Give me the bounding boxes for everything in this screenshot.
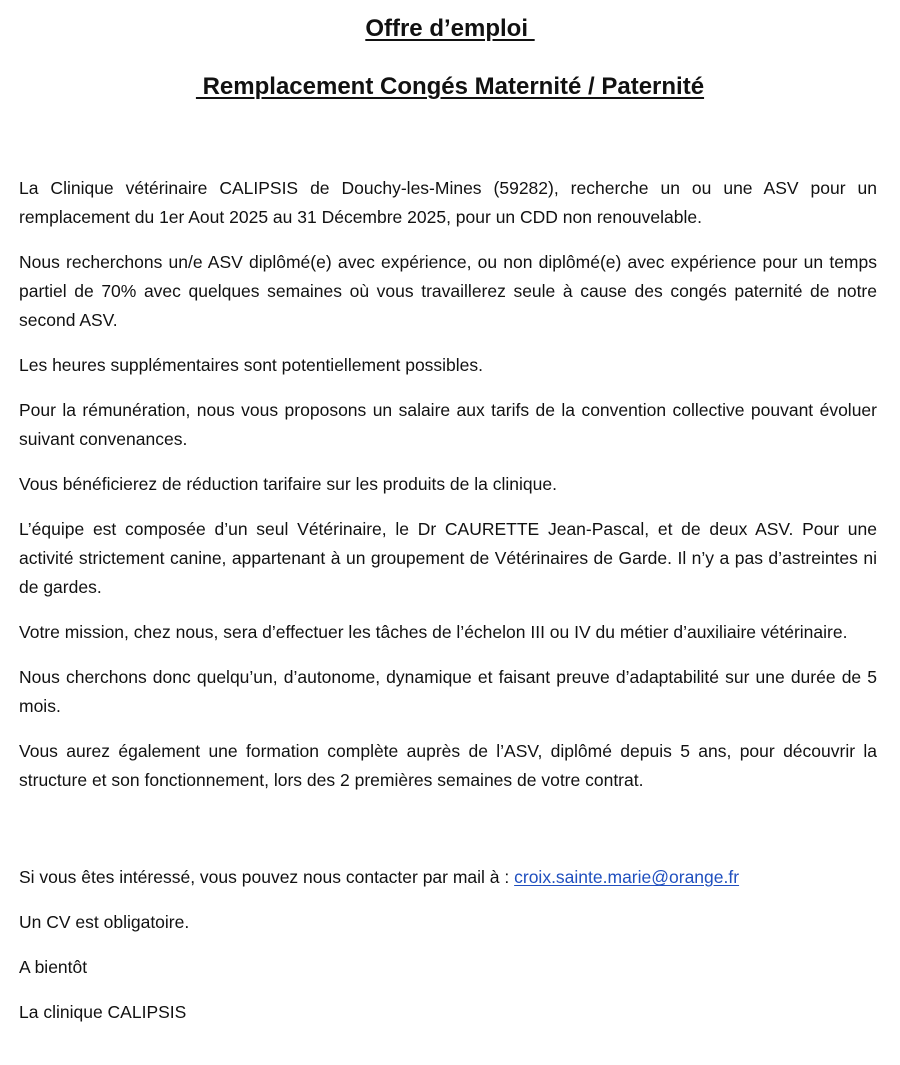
paragraph-profile-traits: Nous cherchons donc quelqu’un, d’autonome, dynamique et faisant preuve d’adaptabilité sur une durée de 5 mois. <box>19 667 877 716</box>
paragraph-mission: Votre mission, chez nous, sera d’effectuer les tâches de l’échelon III ou IV du métier d’auxiliaire vétérinaire. <box>19 622 848 642</box>
contact-line <box>19 863 877 892</box>
paragraph-team: L’équipe est composée d’un seul Vétérinaire, le Dr CAURETTE Jean-Pascal, et de deux ASV. Pour une activité strictement canine, appartenant à un groupement de Vétérinaires de Garde. Il n’y a pas d’astreintes ni de gardes. <box>19 519 877 597</box>
page-subtitle: Remplacement Congés Maternité / Paternité <box>195 73 705 100</box>
paragraph-intro: La Clinique vétérinaire CALIPSIS de Douchy-les-Mines (59282), recherche un ou une ASV pour un remplacement du 1er Aout 2025 au 31 Décembre 2025, pour un CDD non renouvelable. <box>19 178 877 227</box>
contact-text: Si vous êtes intéressé, vous pouvez nous contacter par mail à : <box>19 867 515 887</box>
section-spacer <box>19 811 877 863</box>
signature: La clinique CALIPSIS <box>19 1002 187 1022</box>
paragraph-profile: Nous recherchons un/e ASV diplômé(e) avec expérience, ou non diplômé(e) avec expérience pour un temps partiel de 70% avec quelques semaines où vous travaillerez seule à cause des congés paternité de notre second ASV. <box>19 252 877 330</box>
document-body <box>19 174 877 1043</box>
paragraph-overtime: Les heures supplémentaires sont potentiellement possibles. <box>19 355 484 375</box>
paragraph-discount: Vous bénéficierez de réduction tarifaire sur les produits de la clinique. <box>19 474 557 494</box>
paragraph-training: Vous aurez également une formation complète auprès de l’ASV, diplômé depuis 5 ans, pour découvrir la structure et son fonctionnement, lors des 2 premières semaines de votre contrat. <box>19 741 877 790</box>
closing-section <box>19 863 877 1027</box>
page-title: Offre d’emploi <box>365 15 535 42</box>
paragraph-salary: Pour la rémunération, nous vous proposons un salaire aux tarifs de la convention collective pouvant évoluer suivant convenances. <box>19 400 877 449</box>
cv-note: Un CV est obligatoire. <box>19 912 190 932</box>
email-link[interactable]: croix.sainte.marie@orange.fr <box>514 867 740 887</box>
closing-greeting: A bientôt <box>19 957 88 977</box>
